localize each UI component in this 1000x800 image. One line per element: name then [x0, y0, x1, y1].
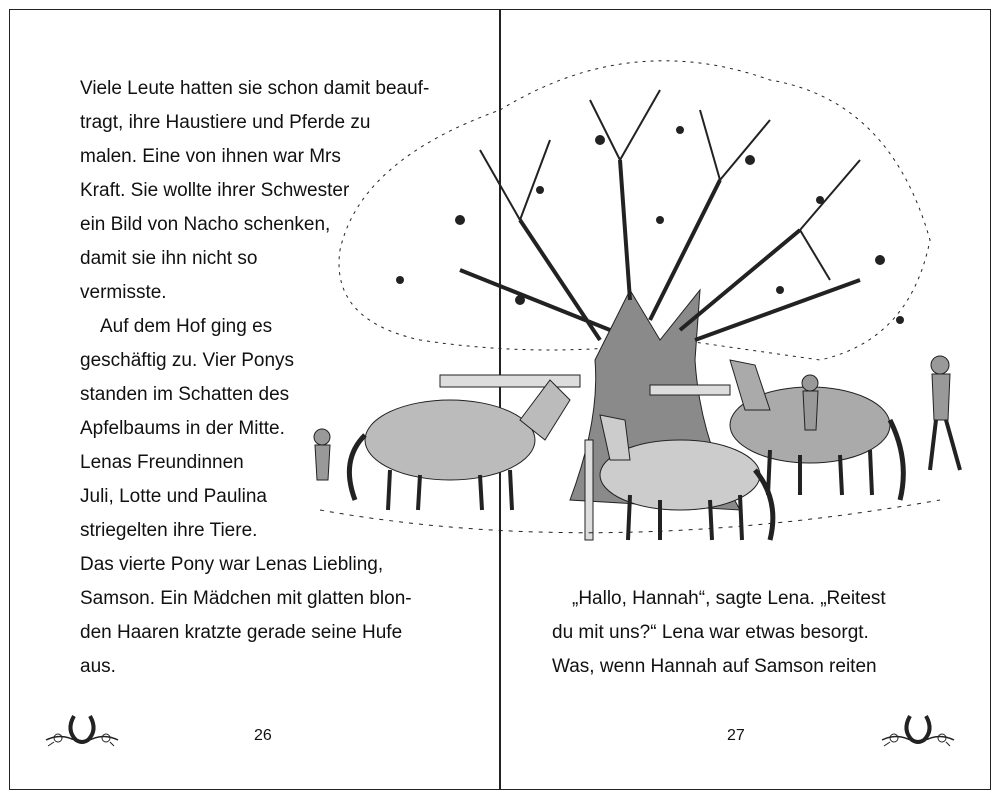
left-text-line: damit sie ihn nicht so — [80, 248, 258, 269]
left-text-line: Lenas Freundinnen — [80, 452, 244, 473]
right-text-line: „Hallo, Hannah“, sagte Lena. „Reitest — [572, 588, 886, 609]
left-text-line: ein Bild von Nacho schenken, — [80, 214, 331, 235]
left-text-line: vermisste. — [80, 282, 167, 303]
apples — [396, 126, 904, 324]
page-number-right: 27 — [727, 727, 745, 744]
left-text-line: den Haaren kratzte gerade seine Hufe — [80, 622, 403, 643]
left-text-line: aus. — [80, 656, 116, 677]
left-text-line: malen. Eine von ihnen war Mrs — [80, 146, 341, 167]
left-text-line: Das vierte Pony war Lenas Liebling, — [80, 554, 384, 575]
left-text-line: geschäftig zu. Vier Ponys — [80, 350, 295, 371]
left-text-line: striegelten ihre Tiere. — [80, 520, 258, 541]
pony-left — [349, 380, 570, 510]
left-text-line: Kraft. Sie wollte ihrer Schwester — [80, 180, 350, 201]
page-number-left: 26 — [254, 727, 272, 744]
horseshoe-flower-ornament-icon — [44, 710, 120, 754]
left-text-line: standen im Schatten des — [80, 384, 290, 405]
left-text-line: Viele Leute hatten sie schon damit beauf- — [80, 78, 430, 99]
right-text-line: Was, wenn Hannah auf Samson reiten — [552, 656, 877, 677]
horseshoe-flower-ornament-icon — [880, 710, 956, 754]
left-text-line: Juli, Lotte und Paulina — [80, 486, 267, 507]
left-text-line: tragt, ihre Haustiere und Pferde zu — [80, 112, 371, 133]
right-text-line: du mit uns?“ Lena war etwas besorgt. — [552, 622, 869, 643]
left-text-line: Apfelbaums in der Mitte. — [80, 418, 285, 439]
left-text-line: Samson. Ein Mädchen mit glatten blon- — [80, 588, 412, 609]
apple-tree-illustration — [300, 40, 980, 600]
left-text-line: Auf dem Hof ging es — [100, 316, 273, 337]
